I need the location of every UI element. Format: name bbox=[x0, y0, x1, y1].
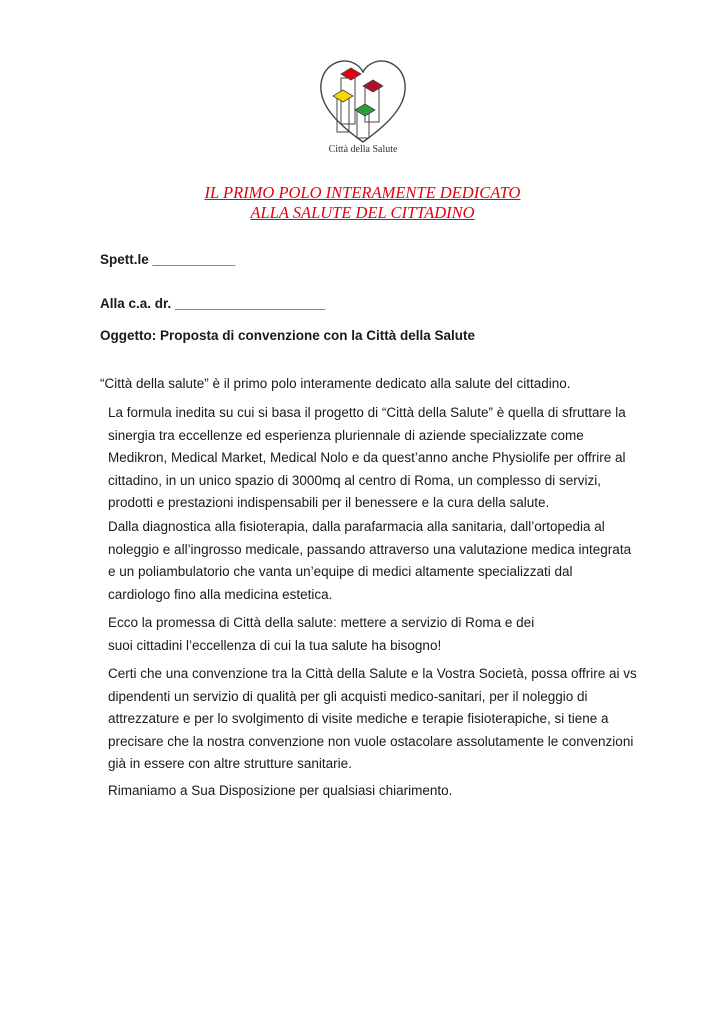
recipient-attention: Alla c.a. dr. ____________________ bbox=[100, 296, 326, 311]
recipient-spett: Spett.le ___________ bbox=[100, 252, 236, 267]
headline-line-1: IL PRIMO POLO INTERAMENTE DEDICATO bbox=[204, 183, 521, 202]
paragraph-text: La formula inedita su cui si basa il progetto di “Città della Salute” è quella di sfruttare la sinergia tra eccellenze ed esperienza pluriennale di aziende specializzate come Medikron, Medical Market, Medical Nolo e da quest’anno anche Physiolife per offrire al cittadino, in un unico spazio di 3000mq al centro di Roma, un complesso di servizi, prodotti e prestazioni indispensabili per il benessere e la cura della salute. bbox=[108, 405, 626, 510]
paragraph-text: Certi che una convenzione tra la Città della Salute e la Vostra Società, possa offrire ai vs dipendenti un servizio di qualità per gli acquisti medico-sanitari, per il noleggio di attrezzature e per lo svolgimento di visite mediche e terapie fisioterapiche, si tiene a precisare che la nostra convenzione non vuole ostacolare assolutamente le convenzioni già in essere con altre strutture sanitarie. bbox=[108, 666, 637, 771]
heart-outline bbox=[321, 61, 405, 142]
company-logo bbox=[315, 52, 411, 162]
paragraph-2 bbox=[108, 516, 638, 606]
subject-line: Oggetto: Proposta di convenzione con la Città della Salute bbox=[100, 328, 476, 343]
paragraph-5 bbox=[108, 780, 638, 803]
paragraph-3 bbox=[108, 612, 638, 657]
headline bbox=[0, 183, 725, 223]
intro-sentence: “Città della salute” è il primo polo interamente dedicato alla salute del cittadino. bbox=[100, 376, 571, 391]
paragraph-1 bbox=[108, 402, 638, 515]
logo-caption: Città della Salute bbox=[328, 144, 398, 155]
cube-dark-red bbox=[363, 80, 383, 92]
paragraph-text: Ecco la promessa di Città della salute: mettere a servizio di Roma e dei suoi cittadini l’eccellenza di cui la tua salute ha bisogno! bbox=[108, 615, 535, 653]
paragraph-text: Rimaniamo a Sua Disposizione per qualsiasi chiarimento. bbox=[108, 783, 453, 798]
paragraph-4 bbox=[108, 663, 638, 776]
cube-yellow bbox=[333, 90, 353, 102]
headline-line-2: ALLA SALUTE DEL CITTADINO bbox=[250, 203, 475, 222]
logo-heart-cubes-icon bbox=[315, 52, 411, 144]
cube-green bbox=[355, 104, 375, 116]
paragraph-text: Dalla diagnostica alla fisioterapia, dalla parafarmacia alla sanitaria, dall’ortopedia al noleggio e all’ingrosso medicale, passando attraverso una valutazione medica integrata e un poliambulatorio che vanta un’equipe di medici altamente specializzati dal cardiologo fino alla medicina estetica. bbox=[108, 519, 632, 602]
